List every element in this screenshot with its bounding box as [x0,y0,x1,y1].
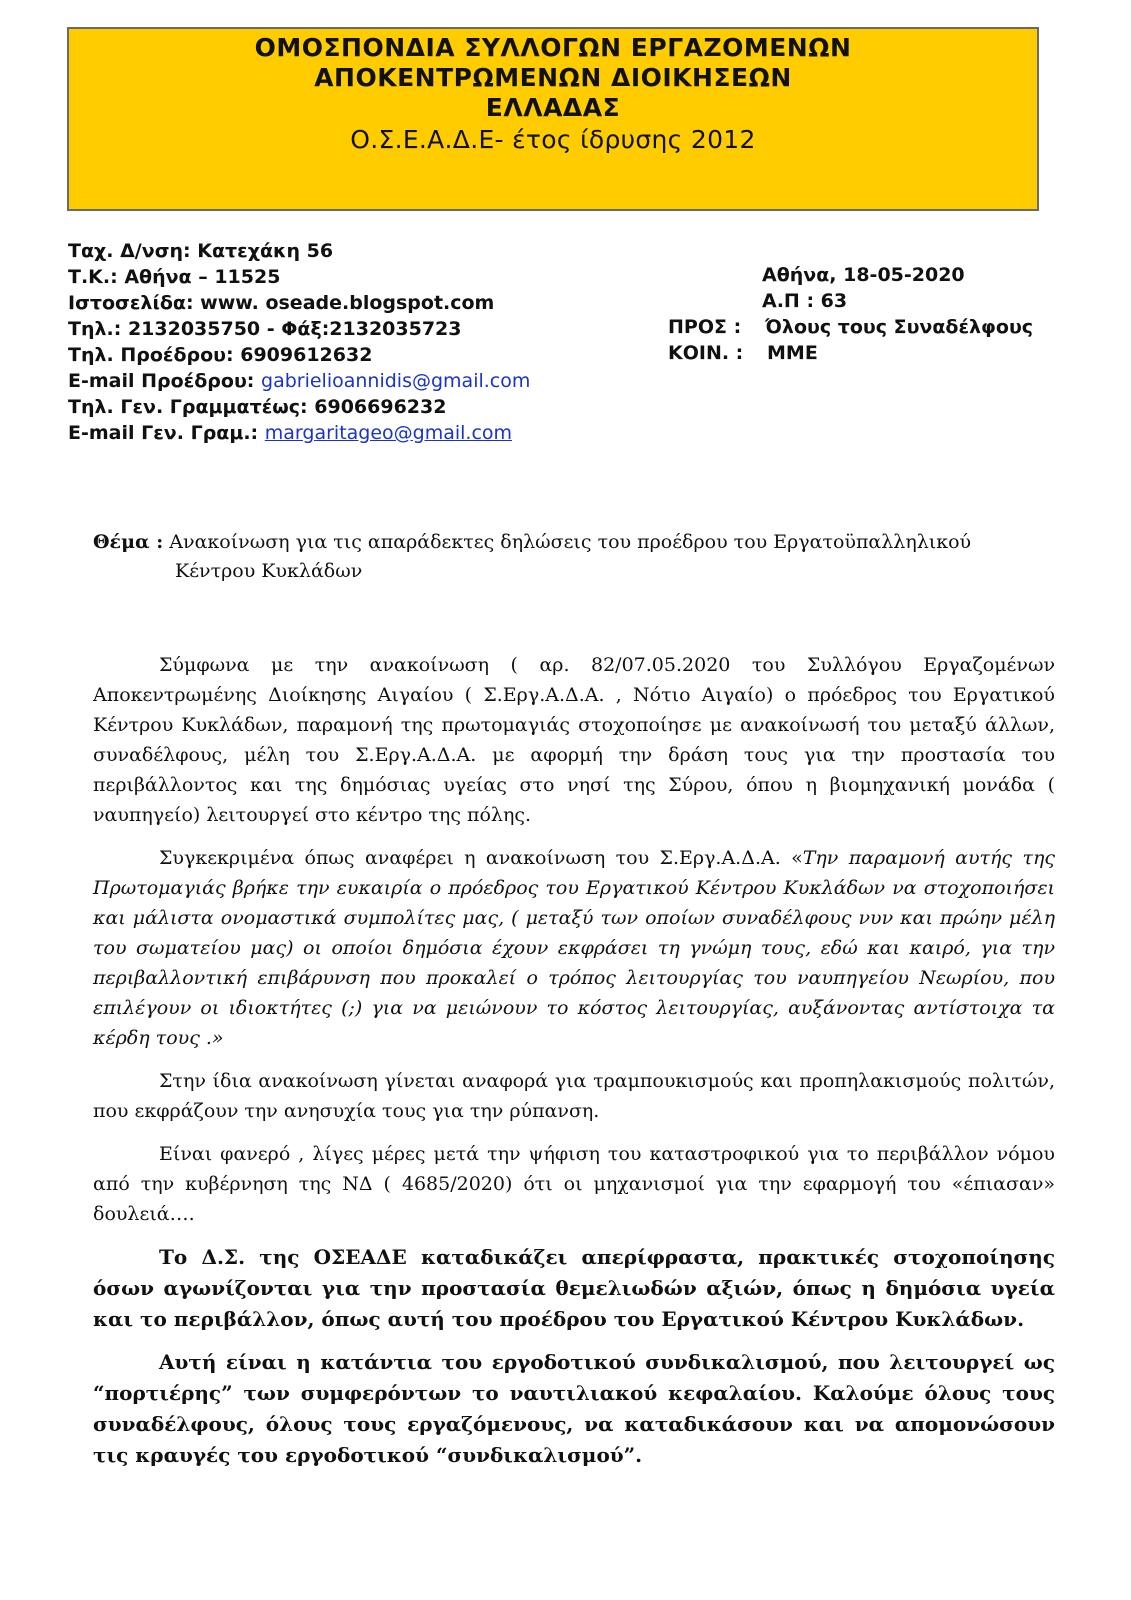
protocol-number: Α.Π : 63 [762,290,848,312]
president-email-row [68,368,530,394]
paragraph-6-bold: Αυτή είναι η κατάντια του εργοδοτικού συνδικαλισμού, που λειτουργεί ως “πορτιέρης” των συμφερόντων το ναυτιλιακού κεφαλαίου. Καλούμε όλους τους συναδέλφους, όλους τους εργαζόμενους, να καταδικάσουν και να απομονώσουν τις κραυγές του εργοδοτικού “συνδικαλισμού”. [93,1350,1055,1467]
paragraph-5-bold: Το Δ.Σ. της ΟΣΕΑΔΕ καταδικάζει απερίφραστα, πρακτικές στοχοποίησης όσων αγωνίζονται για την προστασία θεμελιωδών αξιών, όπως η δημόσια υγεία και το περιβάλλον, όπως αυτή του προέδρου του Εργατικού Κέντρου Κυκλάδων. [93,1245,1055,1331]
paragraph-2-intro: Συγκεκριμένα όπως αναφέρει η ανακοίνωση του Σ.Εργ.Α.Δ.Α. « [159,847,803,869]
paragraph-4: Είναι φανερό , λίγες μέρες μετά την ψήφιση του καταστροφικού για το περιβάλλον νόμου από την κυβέρνηση της ΝΔ ( 4685/2020) ότι οι μηχανισμοί για την εφαρμογή του «έπιασαν» δουλειά…. [93,1143,1055,1225]
secretary-phone: Τηλ. Γεν. Γραμματέως: 6906696232 [68,396,447,418]
recipient-value: Όλους τους Συναδέλφους [765,316,1034,338]
president-phone: Τηλ. Προέδρου: 6909612632 [68,344,373,366]
website: Ιστοσελίδα: www. oseade.blogspot.com [68,292,495,314]
subject-text-continued: Κέντρου Κυκλάδων [175,560,363,582]
letter-date: Αθήνα, 18-05-2020 [762,264,965,286]
president-email[interactable]: gabrielioannidis@gmail.com [261,370,531,392]
paragraph-2 [93,843,1055,1053]
address: Ταχ. Δ/νση: Κατεχάκη 56 [68,240,334,262]
paragraph-2-end: .» [199,1027,224,1049]
paragraph-2-quote: Την παραμονή αυτής της Πρωτομαγιάς βρήκε την ευκαιρία ο πρόεδρος του Εργατικού Κέντρου Κυκλάδων να στοχοποιήσει και μάλιστα ονομαστικά συμπολίτες μας, ( μεταξύ των οποίων συναδέλφους νυν και πρώην μέλη του σωματείου μας) οι οποίοι δημόσια έχουν εκφράσει τη γνώμη τους, εδώ και καιρό, για την περιβαλλοντική επιβάρυνση που προκαλεί ο τρόπος λειτουργίας του ναυπηγείου Νεωρίου, που επιλέγουν οι ιδιοκτήτες (;) για να μειώνουν το κόστος λειτουργίας, αυξάνοντας αντίστοιχα τα κέρδη τους [93,847,1055,1049]
subject-text: Ανακοίνωση για τις απαράδεκτες δηλώσεις του προέδρου του Εργατοϋπαλληλικού [163,531,972,553]
letterhead-box [67,27,1039,211]
org-name-line1: ΟΜΟΣΠΟΝΔΙΑ ΣΥΛΛΟΓΩΝ ΕΡΓΑΖΟΜΕΝΩΝ [254,33,852,62]
letter-body [93,650,1055,1483]
president-email-label: E-mail Προέδρου: [68,370,262,392]
cc-value: ΜΜΕ [767,342,818,364]
postal-code: Τ.Κ.: Αθήνα – 11525 [68,266,281,288]
paragraph-3: Στην ίδια ανακοίνωση γίνεται αναφορά για τραμπουκισμούς και προπηλακισμούς πολιτών, που εκφράζουν την ανησυχία τους για την ρύπανση. [93,1070,1055,1122]
contact-block [68,238,530,446]
subject-label: Θέμα : [93,531,164,553]
recipient-label: ΠΡΟΣ : [668,316,742,338]
subject [93,528,1053,586]
cc-label: ΚΟΙΝ. : [668,342,744,364]
phone-fax: Τηλ.: 2132035750 - Φάξ:2132035723 [68,318,462,340]
paragraph-1: Σύμφωνα με την ανακοίνωση ( αρ. 82/07.05.2020 του Συλλόγου Εργαζομένων Αποκεντρωμένης Διοίκησης Αιγαίου ( Σ.Εργ.Α.Δ.Α. , Νότιο Αιγαίο) ο πρόεδρος του Εργατικού Κέντρου Κυκλάδων, παραμονή της πρωτομαγιάς στοχοποίησε με ανακοίνωσή του μεταξύ άλλων, συναδέλφους, μέλη του Σ.Εργ.Α.Δ.Α. με αφορμή την δράση τους για την προστασία του περιβάλλοντος και της δημόσιας υγείας στο νησί της Σύρου, όπου η βιομηχανική μονάδα ( ναυπηγείο) λειτουργεί στο κέντρο της πόλης. [93,654,1055,826]
org-name-line3: ΕΛΛΑΔΑΣ [485,93,621,122]
org-acronym-founded: Ο.Σ.Ε.Α.Δ.Ε- έτος ίδρυσης 2012 [350,125,756,154]
org-name-line2: ΑΠΟΚΕΝΤΡΩΜΕΝΩΝ ΔΙΟΙΚΗΣΕΩΝ [314,63,792,92]
secretary-email-label: E-mail Γεν. Γραμ.: [68,422,265,444]
secretary-email-link[interactable]: margaritageo@gmail.com [264,422,513,444]
secretary-email-row [68,420,530,446]
